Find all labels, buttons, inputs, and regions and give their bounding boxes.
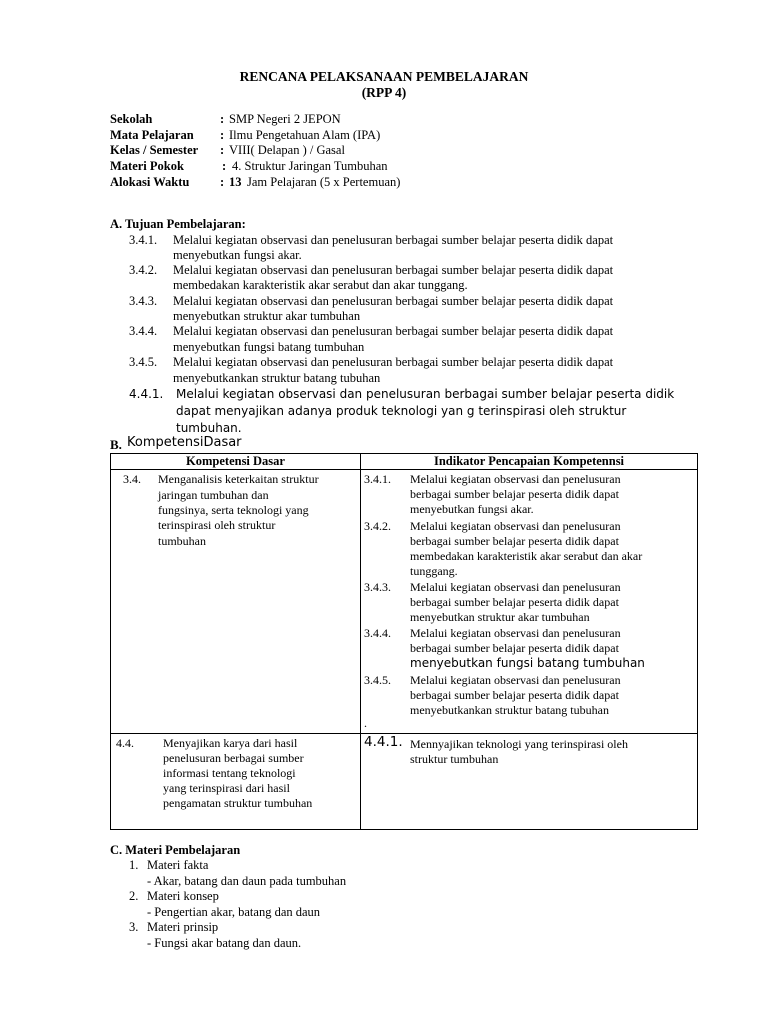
objective-text: Melalui kegiatan observasi dan penelusuran berbagai sumber belajar peserta didik dapat	[173, 294, 614, 308]
kd-text: penelusuran berbagai sumber	[163, 751, 304, 765]
ipk-number: 4.4.1.	[364, 734, 403, 750]
identity-value-materi: 4. Struktur Jaringan Tumbuhan	[232, 159, 388, 173]
objective-number: 4.4.1.	[129, 387, 164, 401]
identity-value-alokasi: Jam Pelajaran (5 x Pertemuan)	[247, 175, 401, 189]
material-detail: - Fungsi akar batang dan daun.	[147, 936, 302, 950]
ipk-number: 3.4.1.	[364, 472, 391, 486]
kd-number: 4.4.	[116, 736, 134, 750]
objective-text: menyebutkan fungsi akar.	[173, 248, 302, 262]
objective-number: 3.4.4.	[129, 324, 158, 338]
ipk-text: Melalui kegiatan observasi dan penelusuran	[410, 673, 621, 687]
ipk-cell	[361, 734, 698, 830]
kd-cell	[111, 470, 361, 734]
material-detail: - Akar, batang dan daun pada tumbuhan	[147, 874, 347, 888]
objective-number: 3.4.3.	[129, 294, 158, 308]
kd-text: informasi tentang teknologi	[163, 766, 296, 780]
identity-value-sekolah: SMP Negeri 2 JEPON	[229, 112, 341, 126]
material-detail: - Pengertian akar, batang dan daun	[147, 905, 321, 919]
objective-text: Melalui kegiatan observasi dan penelusuran berbagai sumber belajar peserta didik	[176, 387, 675, 401]
document-subtitle: (RPP 4)	[361, 85, 407, 100]
objective-text: Melalui kegiatan observasi dan penelusuran berbagai sumber belajar peserta didik dapat	[173, 233, 614, 247]
material-number: 3.	[129, 920, 139, 934]
ipk-text: menyebutkankan struktur batang tubuhan	[410, 703, 609, 717]
objective-text: Melalui kegiatan observasi dan penelusuran berbagai sumber belajar peserta didik dapat	[173, 355, 614, 369]
objective-number: 3.4.2.	[129, 263, 158, 277]
identity-label-kelas: Kelas / Semester	[110, 143, 199, 157]
kd-text: Menganalisis keterkaitan struktur	[158, 472, 319, 486]
ipk-text: berbagai sumber belajar peserta didik dapat	[410, 487, 619, 501]
ipk-cell	[361, 470, 698, 734]
kd-cell	[111, 734, 361, 830]
material-title: Materi prinsip	[147, 920, 219, 934]
ipk-text: Melalui kegiatan observasi dan penelusuran	[410, 472, 621, 486]
section-c-heading: C. Materi Pembelajaran	[110, 843, 241, 857]
objective-text: membedakan karakteristik akar serabut dan akar tunggang.	[173, 278, 468, 292]
section-b-letter: B.	[110, 437, 122, 452]
material-title: Materi konsep	[147, 889, 219, 903]
objective-text: tumbuhan.	[176, 421, 242, 435]
table-header-ipk: Indikator Pencapaian Kompetennsi	[361, 454, 698, 470]
objective-number: 3.4.1.	[129, 233, 158, 247]
table-row	[111, 734, 698, 830]
ipk-text: Melalui kegiatan observasi dan penelusuran	[410, 580, 621, 594]
ipk-text: struktur tumbuhan	[410, 752, 499, 766]
competency-table	[110, 453, 698, 830]
section-a-heading: A. Tujuan Pembelajaran:	[110, 217, 246, 231]
objective-text: Melalui kegiatan observasi dan penelusuran berbagai sumber belajar peserta didik dapat	[173, 324, 614, 338]
identity-sep: :	[222, 159, 227, 173]
objective-text: dapat menyajikan adanya produk teknologi yan g terinspirasi oleh struktur	[176, 404, 627, 418]
objective-text: menyebutkan fungsi batang tumbuhan	[173, 340, 365, 354]
ipk-text: berbagai sumber belajar peserta didik dapat	[410, 641, 619, 655]
objective-number: 3.4.5.	[129, 355, 158, 369]
objective-text: menyebutkan struktur akar tumbuhan	[173, 309, 361, 323]
table-header-kd: Kompetensi Dasar	[111, 454, 361, 470]
identity-label-mapel: Mata Pelajaran	[110, 128, 194, 142]
kd-text: tumbuhan	[158, 534, 206, 548]
ipk-text: tunggang.	[410, 564, 458, 578]
material-title: Materi fakta	[147, 858, 209, 872]
kd-text: terinspirasi oleh struktur	[158, 518, 276, 532]
ipk-text: Mennyajikan teknologi yang terinspirasi oleh	[410, 737, 628, 751]
ipk-text: berbagai sumber belajar peserta didik dapat	[410, 534, 619, 548]
ipk-text: menyebutkan fungsi batang tumbuhan	[410, 656, 645, 670]
identity-sep: :	[220, 143, 225, 157]
ipk-number: 3.4.4.	[364, 626, 391, 640]
table-row	[111, 470, 698, 734]
objective-text: Melalui kegiatan observasi dan penelusuran berbagai sumber belajar peserta didik dapat	[173, 263, 614, 277]
document-title: RENCANA PELAKSANAAN PEMBELAJARAN	[239, 69, 529, 84]
kd-text: fungsinya, serta teknologi yang	[158, 503, 309, 517]
material-number: 1.	[129, 858, 139, 872]
ipk-text: membedakan karakteristik akar serabut dan akar	[410, 549, 643, 563]
objective-text: menyebutkankan struktur batang tubuhan	[173, 371, 381, 385]
ipk-number: 3.4.2.	[364, 519, 391, 533]
kd-text: yang terinspirasi dari hasil	[163, 781, 290, 795]
ipk-text: berbagai sumber belajar peserta didik dapat	[410, 688, 619, 702]
ipk-text: menyebutkan fungsi akar.	[410, 502, 534, 516]
identity-label-sekolah: Sekolah	[110, 112, 153, 126]
ipk-trailing-mark: .	[364, 716, 367, 730]
ipk-text: menyebutkan struktur akar tumbuhan	[410, 610, 590, 624]
identity-value-mapel: Ilmu Pengetahuan Alam (IPA)	[229, 128, 381, 142]
identity-value-kelas: VIII( Delapan ) / Gasal	[229, 143, 345, 157]
kd-text: jaringan tumbuhan dan	[158, 488, 269, 502]
table-header-row	[111, 454, 698, 470]
ipk-number: 3.4.5.	[364, 673, 391, 687]
identity-label-alokasi: Alokasi Waktu	[110, 175, 190, 189]
kd-text: pengamatan struktur tumbuhan	[163, 796, 313, 810]
ipk-number: 3.4.3.	[364, 580, 391, 594]
ipk-text: berbagai sumber belajar peserta didik dapat	[410, 595, 619, 609]
ipk-text: Melalui kegiatan observasi dan penelusuran	[410, 626, 621, 640]
material-number: 2.	[129, 889, 139, 903]
identity-sep: :	[220, 112, 225, 126]
identity-label-materi: Materi Pokok	[110, 159, 184, 173]
identity-sep: :	[220, 128, 225, 142]
kd-text: Menyajikan karya dari hasil	[163, 736, 298, 750]
identity-sep: :	[220, 175, 225, 189]
ipk-text: Melalui kegiatan observasi dan penelusuran	[410, 519, 621, 533]
section-b-heading: KompetensiDasar	[127, 435, 242, 450]
kd-number: 3.4.	[123, 472, 141, 486]
identity-value-alokasi-number: 13	[229, 175, 242, 189]
